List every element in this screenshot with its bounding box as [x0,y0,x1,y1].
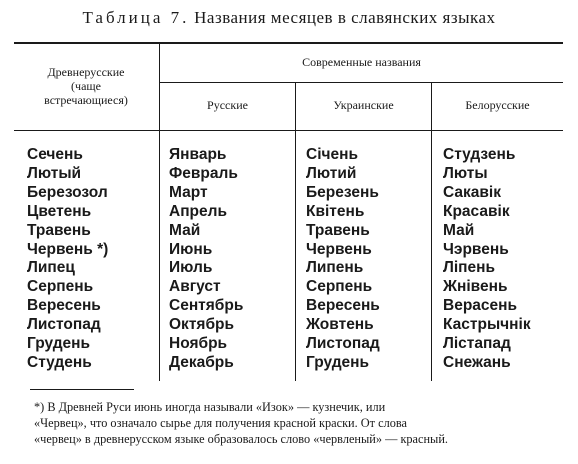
column-russian [169,146,243,373]
list-item: Липец [27,259,75,277]
list-item: Июль [169,259,213,277]
list-item: Май [443,221,475,239]
list-item: Верасень [443,297,518,315]
list-item: Сакавік [443,183,501,201]
footnote-line-3: «червец» в древнерусском языке образовалось слово «червленый» — красный. [34,432,448,446]
footnote-line-2: «Червец», что означало сырье для получения красной краски. От слова [34,416,407,430]
list-item: Березень [306,183,379,201]
list-item: Жовтень [306,316,374,334]
list-item: Березозол [27,183,108,201]
list-item: Лютий [306,164,357,182]
top-rule [14,42,563,44]
list-item: Чэрвень [443,240,509,258]
list-item: Сентябрь [169,297,244,315]
list-item: Ноябрь [169,335,228,353]
header-old-russian-line-1: Древнерусские [47,65,125,79]
table-caption: Названия месяцев в славянских языках [194,8,496,27]
header-old-russian-line-2: (чаще [71,79,101,93]
list-item: Травень [27,221,91,239]
list-item: Студзень [443,146,516,163]
list-item: Красавік [443,202,510,220]
list-item: Сечень [27,146,83,163]
list-item: Март [169,183,208,201]
modern-subheader-rule [160,82,563,83]
list-item: Червень [306,240,372,258]
list-item: Студень [27,353,92,371]
list-item: Апрель [169,202,228,220]
header-bottom-rule [14,130,563,131]
list-item: Лютый [27,164,82,182]
vline-2 [295,82,296,381]
list-item: Люты [443,164,488,182]
column-belarusian [443,146,531,373]
list-item: Ліпень [443,259,496,277]
list-item: Серпень [306,278,373,296]
column-ukrainian [306,146,380,373]
footnote-separator [30,389,134,390]
list-item: Листопад [306,335,380,353]
list-item: Грудень [27,335,91,353]
header-old-russian-line-3: встречающиеся) [44,93,128,107]
list-item: Вересень [306,297,380,315]
list-item: Лістапад [443,335,511,353]
list-item: Август [169,278,221,296]
header-russian: Русские [207,98,248,112]
list-item: Квітень [306,202,365,220]
footnote-line-1: *) В Древней Руси июнь иногда называли «Изок» — кузнечик, или [34,400,386,414]
list-item: Январь [169,146,227,163]
list-item: Жнівень [443,278,508,296]
list-item: Серпень [27,278,94,296]
list-item: Січень [306,146,359,163]
list-item: Июнь [169,240,213,258]
list-item: Май [169,221,201,239]
vline-1 [159,43,160,381]
list-item: Листопад [27,316,101,334]
list-item: Декабрь [169,353,234,371]
list-item: Октябрь [169,316,235,334]
list-item: Снежань [443,353,511,371]
list-item: Февраль [169,164,238,182]
header-modern: Современные названия [302,55,421,69]
header-ukrainian: Украинские [333,98,394,112]
table-number: Таблица 7. [82,8,190,27]
list-item: Липень [306,259,364,277]
list-item: Травень [306,221,370,239]
column-old-russian [27,146,108,373]
header-belarusian: Белорусские [465,98,530,112]
vline-3 [431,82,432,381]
table-title [0,8,578,28]
list-item: Червень *) [27,240,109,258]
list-item: Грудень [306,353,370,371]
header-old-russian [16,65,156,107]
list-item: Цветень [27,202,92,220]
footnote [34,399,564,447]
list-item: Вересень [27,297,101,315]
list-item: Кастрычнік [443,316,531,334]
